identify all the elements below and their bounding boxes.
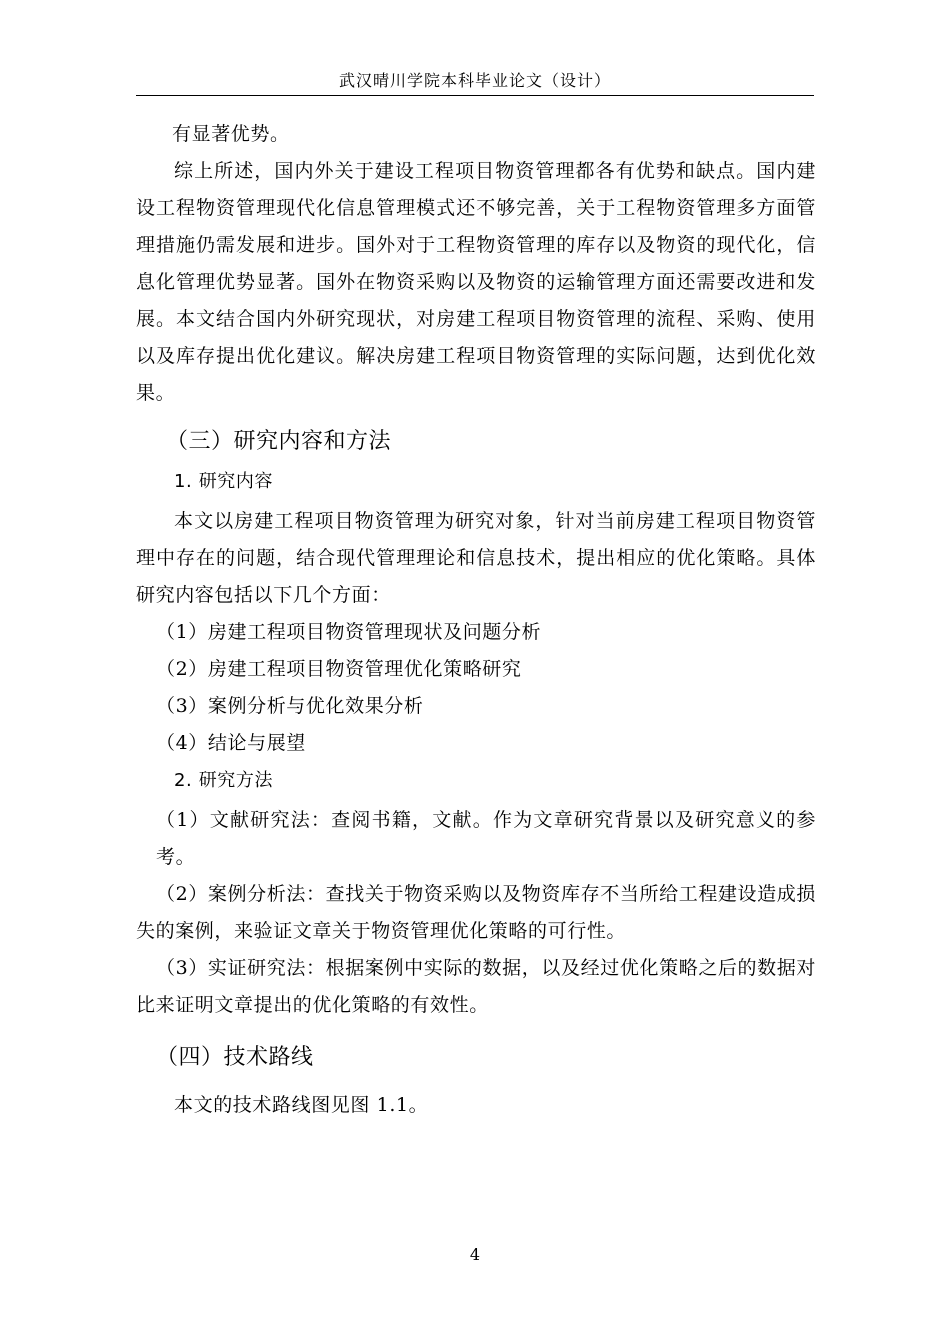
page-header: 武汉晴川学院本科毕业论文（设计） — [338, 71, 611, 90]
paragraph-summary: 综上所述，国内外关于建设工程项目物资管理都各有优势和缺点。国内建设工程物资管理现代化信息管理模式还不够完善，关于工程物资管理多方面管理措施仍需发展和进步。国外对于工程物资管理的库存以及物资的现代化，信息化管理优势显著。国外在物资采购以及物资的运输管理方面还需要改进和发展。本文结合国内外研究现状，对房建工程项目物资管理的流程、采购、使用以及库存提出优化建议。解决房建工程项目物资管理的实际问题，达到优化效果。 — [136, 160, 816, 404]
paragraph-continuation: 有显著优势。 — [172, 123, 290, 145]
list-item: （1）房建工程项目物资管理现状及问题分析 — [156, 621, 542, 643]
page-number: 4 — [469, 1245, 481, 1264]
paragraph-tech-route: 本文的技术路线图见图 1.1。 — [174, 1094, 429, 1116]
section-heading-3: （三）研究内容和方法 — [166, 429, 392, 454]
subsection-heading-research-methods: 2. 研究方法 — [174, 770, 274, 791]
list-item: （3）案例分析与优化效果分析 — [156, 695, 424, 717]
body-text — [136, 116, 816, 1124]
method-item: （1）文献研究法：查阅书籍，文献。作为文章研究背景以及研究意义的参考。 — [156, 809, 816, 868]
subsection-heading-research-content: 1. 研究内容 — [174, 471, 274, 492]
method-item: （3）实证研究法：根据案例中实际的数据，以及经过优化策略之后的数据对比来证明文章提出的优化策略的有效性。 — [136, 957, 816, 1016]
list-item: （4）结论与展望 — [156, 732, 306, 754]
list-item: （2）房建工程项目物资管理优化策略研究 — [156, 658, 522, 680]
header-rule — [136, 95, 814, 96]
section-heading-4: （四）技术路线 — [156, 1045, 314, 1070]
paragraph-research-content: 本文以房建工程项目物资管理为研究对象，针对当前房建工程项目物资管理中存在的问题，结合现代管理理论和信息技术，提出相应的优化策略。具体研究内容包括以下几个方面： — [136, 510, 816, 606]
method-item: （2）案例分析法：查找关于物资采购以及物资库存不当所给工程建设造成损失的案例，来验证文章关于物资管理优化策略的可行性。 — [136, 883, 816, 942]
